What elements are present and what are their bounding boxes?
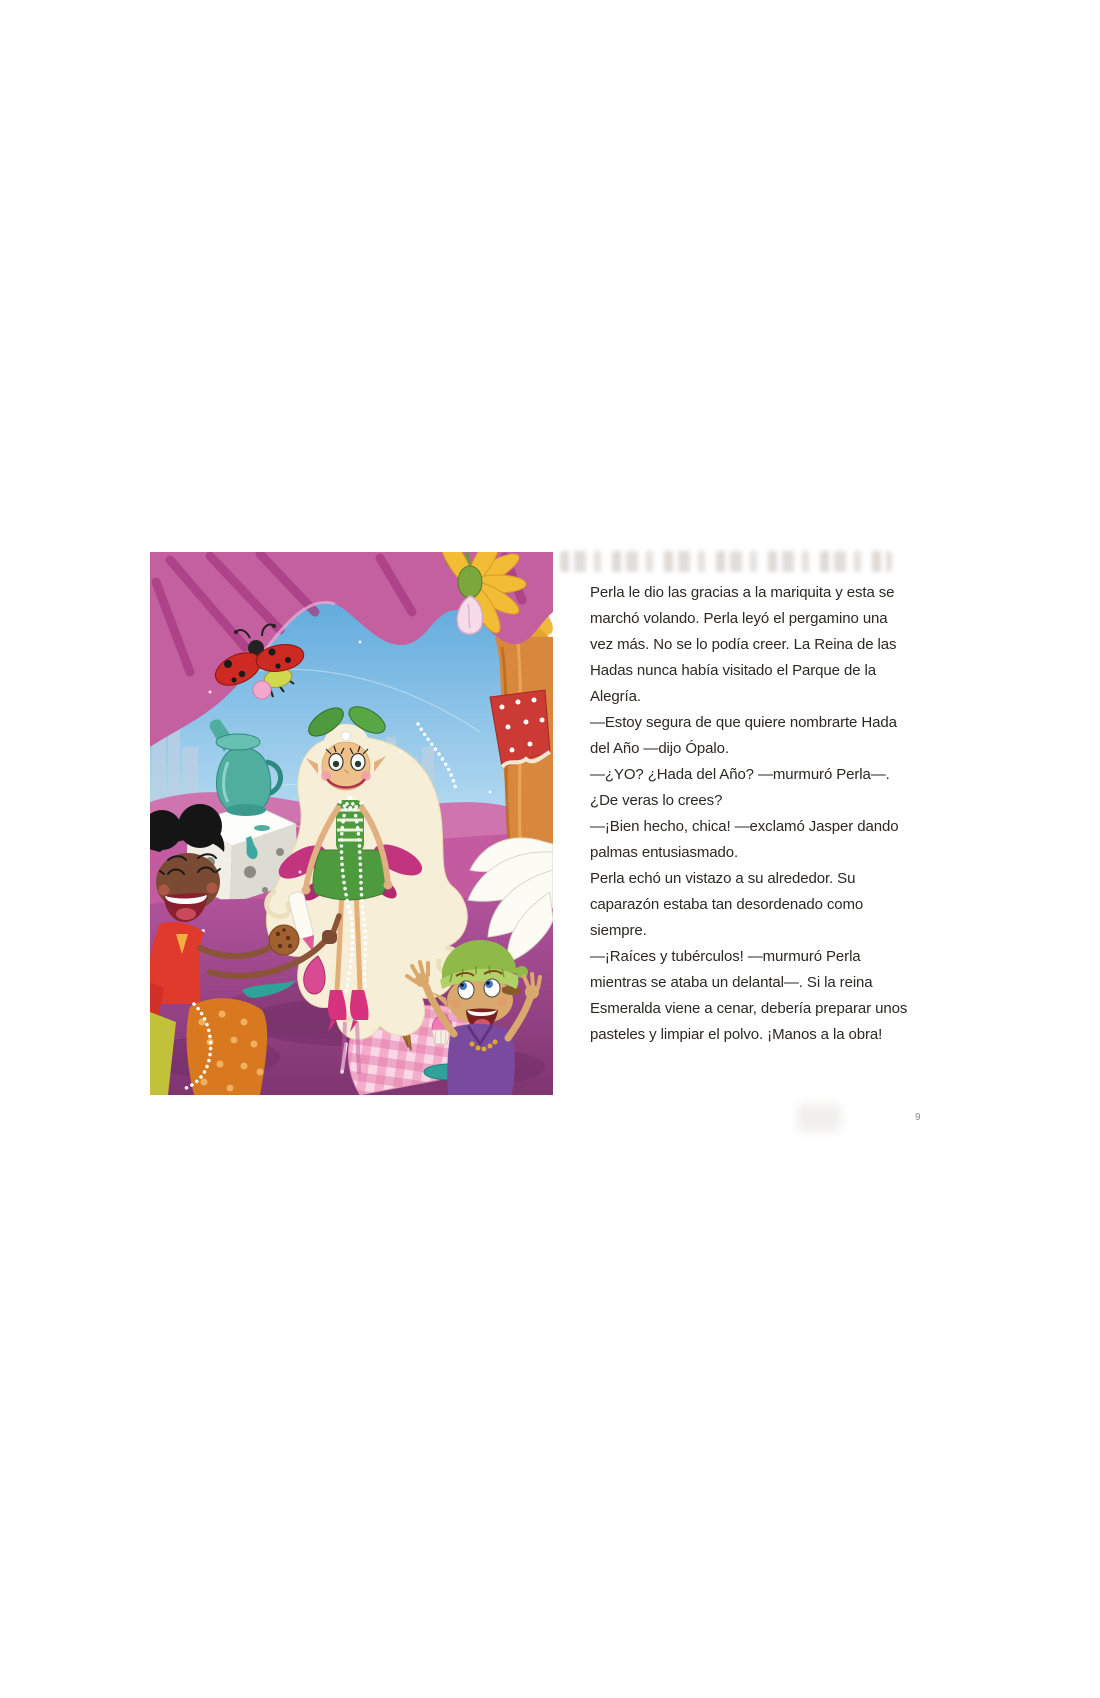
story-line: Esmeralda viene a cenar, debería preparar unos	[590, 1000, 908, 1017]
story-line: Perla echó un vistazo a su alrededor. Su	[590, 870, 856, 887]
story-line: Hadas nunca había visitado el Parque de la	[590, 662, 877, 679]
cookie	[269, 925, 299, 955]
story-line: pasteles y limpiar el polvo. ¡Manos a la obra!	[590, 1026, 883, 1043]
story-line: mientras se ataba un delantal—. Si la reina	[590, 974, 873, 991]
story-line: —¡Bien hecho, chica! —exclamó Jasper dando	[590, 818, 899, 835]
page-number-label: 9	[915, 1112, 921, 1123]
story-line: —Estoy segura de que quiere nombrarte Hada	[590, 714, 897, 731]
storybook-illustration	[150, 552, 553, 1095]
story-line: vez más. No se lo podía creer. La Reina de las	[590, 636, 897, 653]
story-line: —¡Raíces y tubérculos! —murmuró Perla	[590, 948, 861, 965]
story-line: Alegría.	[590, 688, 641, 705]
story-line: —¿YO? ¿Hada del Año? —murmuró Perla—.	[590, 766, 890, 783]
story-text-block	[590, 580, 907, 1048]
showthrough-smudge	[797, 1104, 841, 1132]
story-line: marchó volando. Perla leyó el pergamino una	[590, 610, 888, 627]
story-line: caparazón estaba tan desordenado como	[590, 896, 864, 913]
story-line: del Año —dijo Ópalo.	[590, 740, 729, 757]
story-line: palmas entusiasmado.	[590, 844, 739, 861]
story-line: ¿De veras lo crees?	[590, 792, 723, 809]
showthrough-text-ghost	[560, 551, 892, 572]
story-line: Perla le dio las gracias a la mariquita y esta se	[590, 584, 895, 601]
illustration-canvas	[150, 552, 553, 1095]
story-line: siempre.	[590, 922, 647, 939]
